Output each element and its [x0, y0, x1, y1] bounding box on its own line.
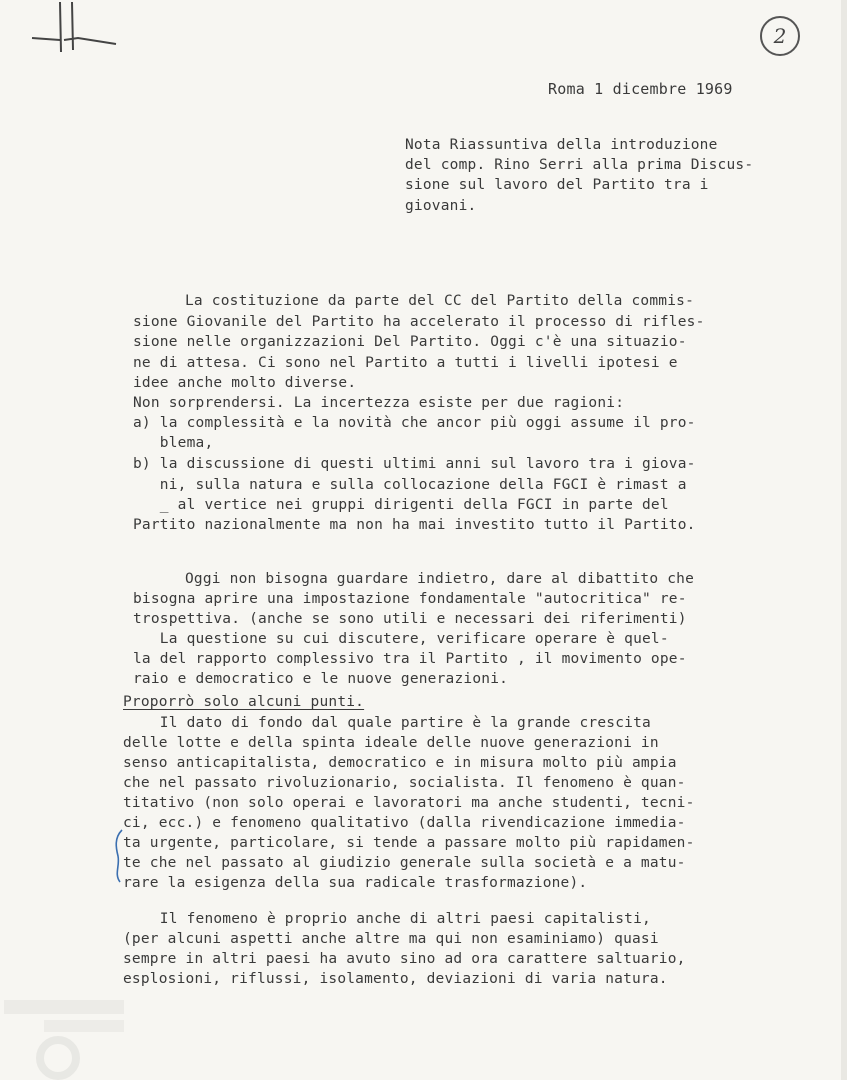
text-line: ci, ecc.) e fenomeno qualitativo (dalla rivendicazione immedia- [123, 815, 686, 831]
date-line: Roma 1 dicembre 1969 [548, 80, 733, 98]
page-number: 2 [760, 16, 800, 56]
text-line: ta urgente, particolare, si tende a passare molto più rapidamen- [123, 835, 695, 851]
text-line: blema, [133, 435, 214, 451]
note-title-line: giovani. [405, 198, 477, 214]
text-line: Il fenomeno è proprio anche di altri paesi capitalisti, [133, 911, 651, 927]
note-title-line: del comp. Rino Serri alla prima Discus- [405, 157, 754, 173]
text-line: Il dato di fondo dal quale partire è la grande crescita [133, 715, 651, 731]
text-line: ne di attesa. Ci sono nel Partito a tutti i livelli ipotesi e [133, 355, 678, 371]
archive-watermark-logo [0, 992, 140, 1080]
text-line: la del rapporto complessivo tra il Partito , il movimento ope- [133, 651, 687, 667]
text-line: ni, sulla natura e sulla collocazione della FGCI è rimast a [133, 477, 687, 493]
text-line: rare la esigenza della sua radicale trasformazione). [123, 875, 588, 891]
punch-hole-mark [30, 0, 130, 60]
text-line: sempre in altri paesi ha avuto sino ad ora carattere saltuario, [123, 951, 686, 967]
page-edge [841, 0, 847, 1080]
margin-bracket-mark [110, 828, 126, 884]
text-line: te che nel passato al giudizio generale sulla società e a matu- [123, 855, 686, 871]
text-line: titativo (non solo operai e lavoratori ma anche studenti, tecni- [123, 795, 695, 811]
text-line: delle lotte e della spinta ideale delle nuove generazioni in [123, 735, 659, 751]
note-title-line: sione sul lavoro del Partito tra i [405, 177, 709, 193]
text-line: esplosioni, riflussi, isolamento, deviazioni di varia natura. [123, 971, 668, 987]
text-line: senso anticapitalista, democratico e in misura molto più ampia [123, 755, 677, 771]
text-line: La questione su cui discutere, verificare operare è quel- [133, 631, 669, 647]
text-line: che nel passato rivoluzionario, socialista. Il fenomeno è quan- [123, 775, 686, 791]
text-line: a) la complessità e la novità che ancor più oggi assume il pro- [133, 415, 696, 431]
text-line: bisogna aprire una impostazione fondamentale "autocritica" re- [133, 591, 687, 607]
text-line: sione Giovanile del Partito ha accelerato il processo di rifles- [133, 314, 705, 330]
text-line: b) la discussione di questi ultimi anni sul lavoro tra i giova- [133, 456, 696, 472]
text-line: Non sorprendersi. La incertezza esiste per due ragioni: [133, 395, 625, 411]
text-line: idee anche molto diverse. [133, 375, 357, 391]
text-line: Partito nazionalmente ma non ha mai investito tutto il Partito. [133, 517, 696, 533]
text-line: trospettiva. (anche se sono utili e necessari dei riferimenti) [133, 611, 687, 627]
text-line: La costituzione da parte del CC del Partito della commis- [185, 293, 694, 309]
text-line: sione nelle organizzazioni Del Partito. Oggi c'è una situazio- [133, 334, 687, 350]
section-heading: Proporrò solo alcuni punti. [123, 694, 365, 710]
text-line: (per alcuni aspetti anche altre ma qui non esaminiamo) quasi [123, 931, 659, 947]
note-title-line: Nota Riassuntiva della introduzione [405, 137, 718, 153]
text-line: _ al vertice nei gruppi dirigenti della FGCI in parte del [133, 497, 669, 513]
text-line: raio e democratico e le nuove generazioni. [133, 671, 509, 687]
text-line: Oggi non bisogna guardare indietro, dare al dibattito che [185, 571, 694, 587]
